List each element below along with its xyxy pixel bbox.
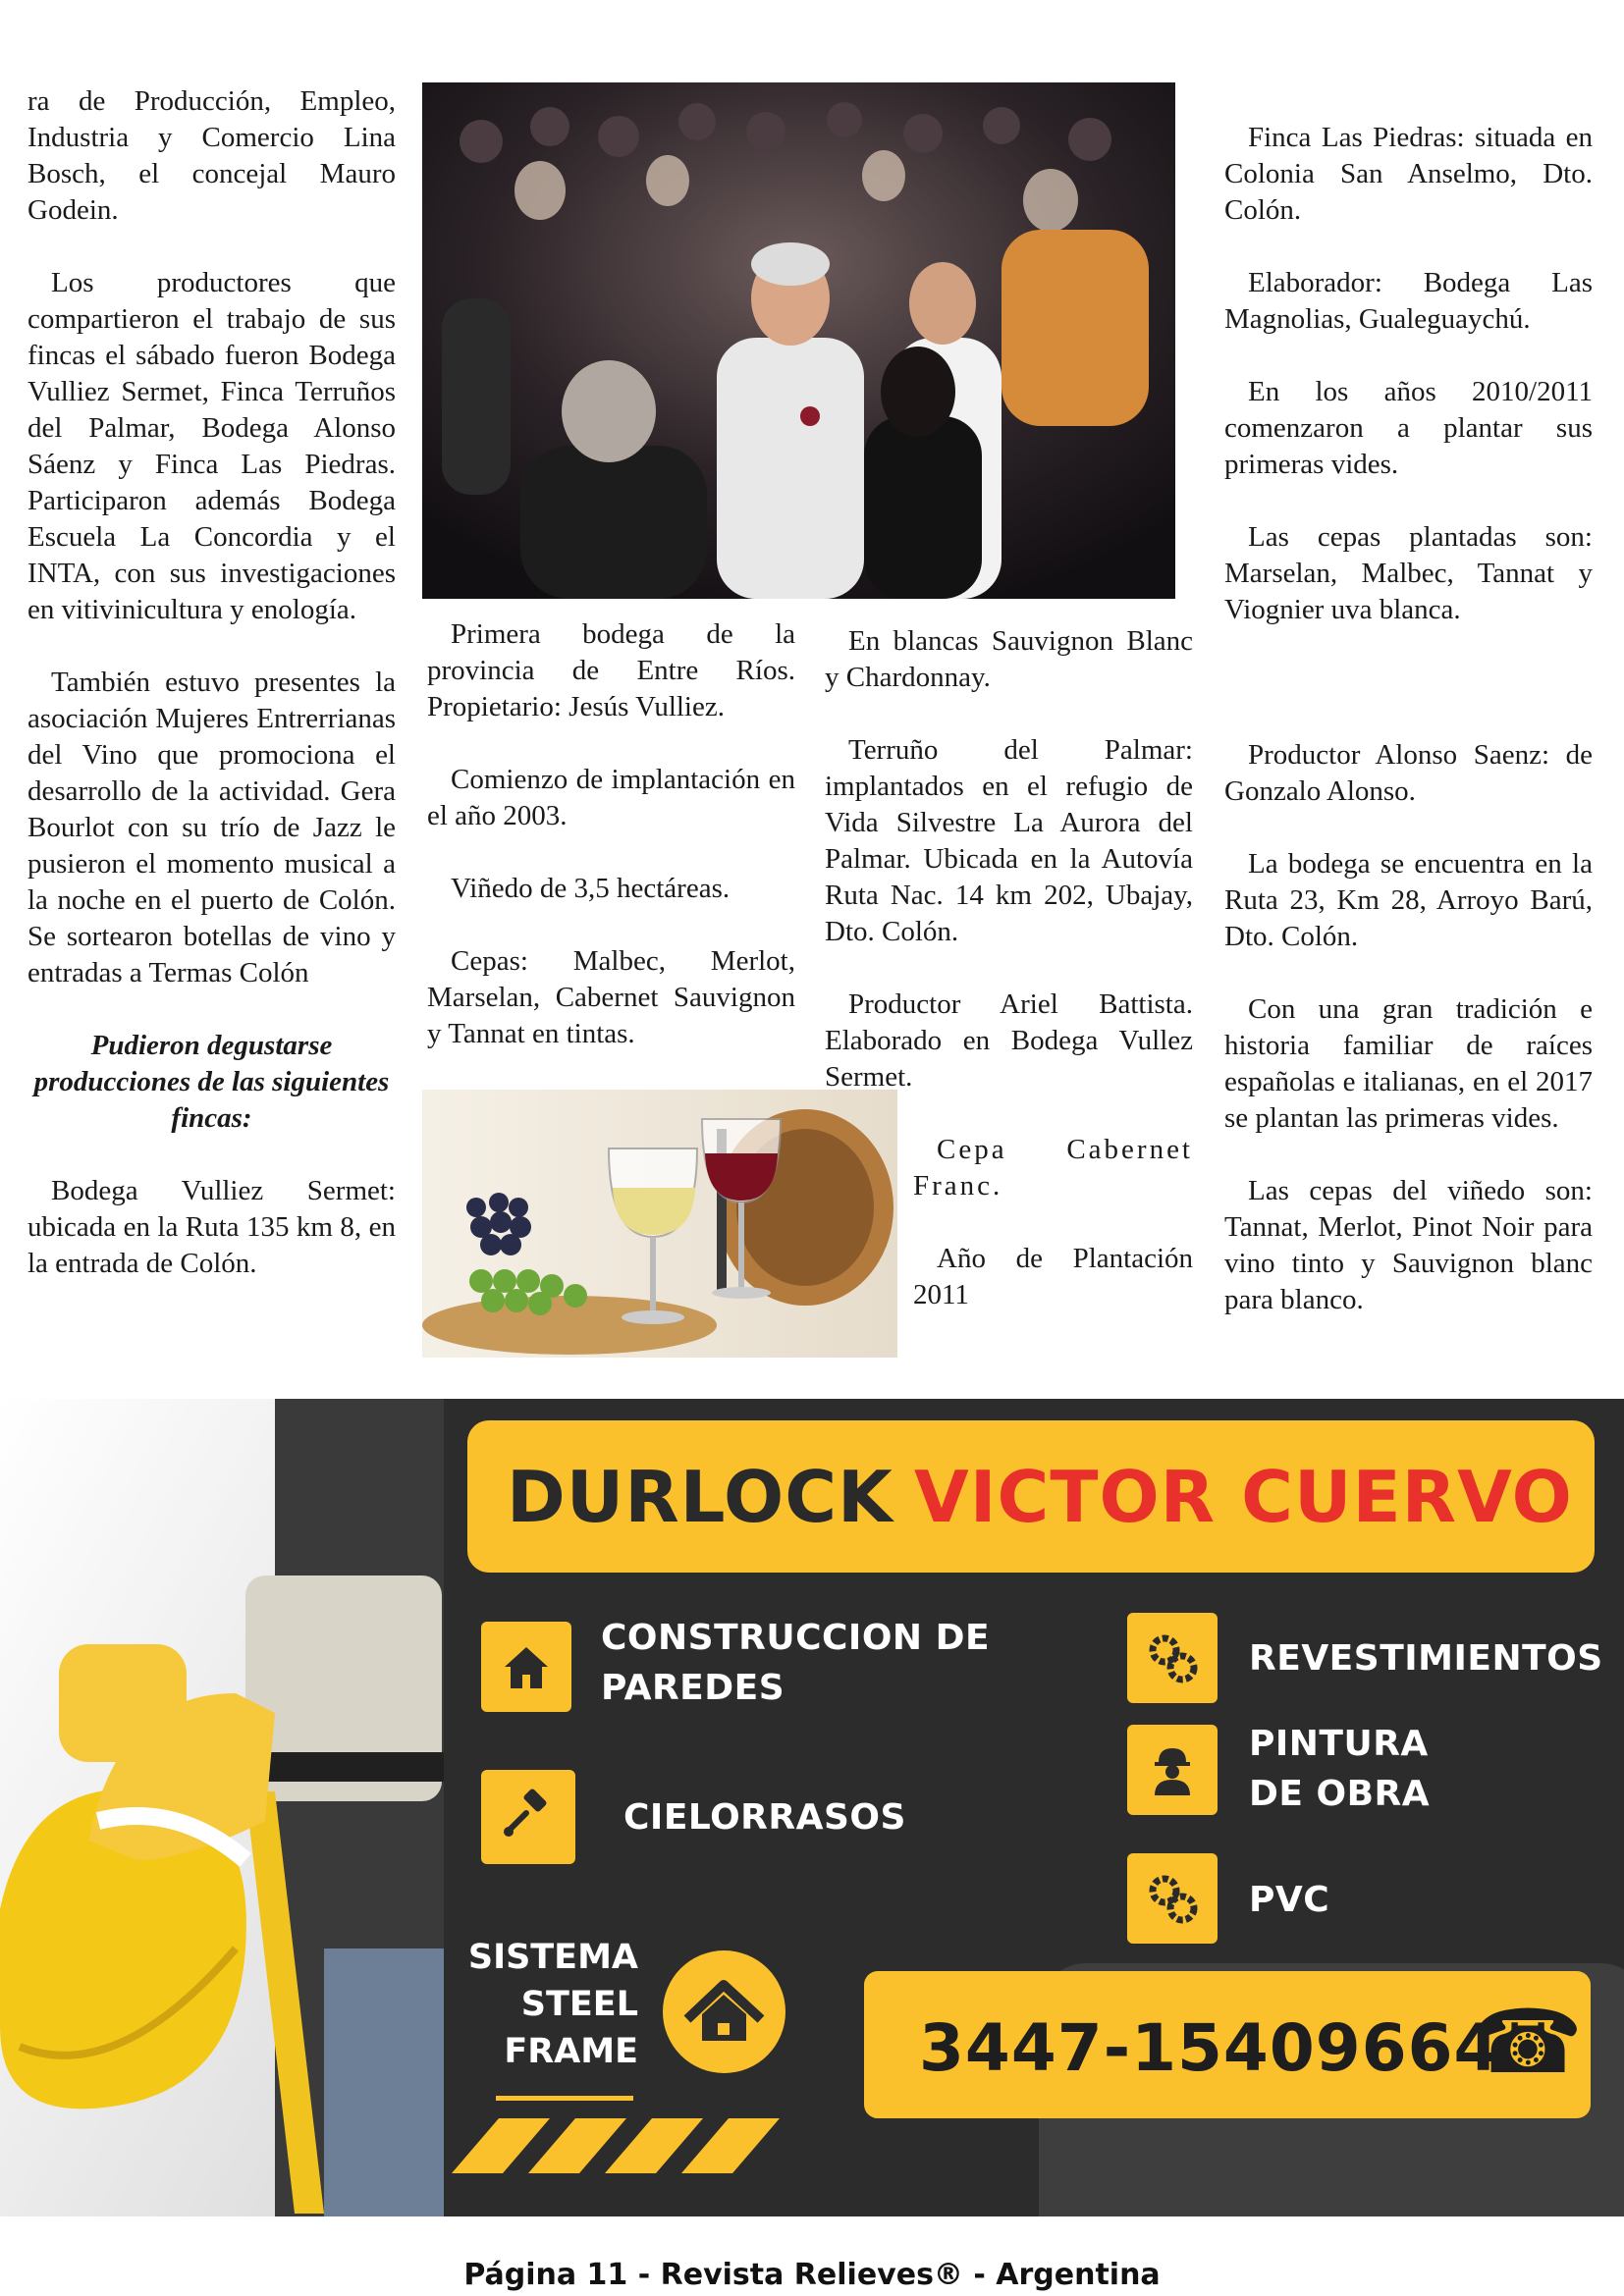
house-roof-icon — [663, 1950, 785, 2073]
gears-icon — [1127, 1613, 1218, 1703]
service-cladding: REVESTIMIENTOS — [1249, 1638, 1603, 1679]
paragraph: Elaborador: Bodega Las Magnolias, Gualeguaychú. — [1224, 267, 1593, 335]
worker-hard-hat-photo — [0, 1399, 444, 2216]
article-column-4 — [1224, 120, 1593, 1355]
steel-frame-line: FRAME — [504, 2032, 638, 2071]
durlock-advertisement — [0, 1399, 1624, 2216]
paragraph: Finca Las Piedras: situada en Colonia San Anselmo, Dto. Colón. — [1224, 122, 1593, 226]
paragraph: Con una gran tradición e historia familiar de raíces españolas e italianas, en el 2017 se plantan las primeras vides. — [1224, 993, 1593, 1134]
paragraph: Terruño del Palmar: implantados en el refugio de Vida Silvestre La Aurora del Palmar. Ubicada en la Autovía Ruta Nac. 14 km 202, Ubajay, Dto. Colón. — [825, 734, 1193, 947]
contractor-name: VICTOR CUERVO — [914, 1456, 1573, 1538]
phone-box — [864, 1971, 1591, 2118]
paint-roller-icon — [481, 1770, 575, 1864]
paragraph: En blancas Sauvignon Blanc y Chardonnay. — [825, 625, 1193, 693]
service-painting: PINTURA DE OBRA — [1249, 1724, 1431, 1814]
hazard-stripes — [452, 2112, 790, 2179]
steel-frame-line: STEEL — [520, 1985, 638, 2024]
phone-number: 3447-15409664 — [919, 2010, 1500, 2086]
paragraph: Año de Plantación 2011 — [913, 1243, 1193, 1310]
paragraph: En los años 2010/2011 comenzaron a plantar sus primeras vides. — [1224, 376, 1593, 480]
section-heading: Pudieron degustarse producciones de las siguientes fincas: — [33, 1030, 390, 1134]
worker-icon — [1127, 1725, 1218, 1815]
brand-name: DURLOCK — [507, 1456, 893, 1538]
paragraph: Comienzo de implantación en el año 2003. — [427, 764, 795, 831]
paragraph: Primera bodega de la provincia de Entre Ríos. Propietario: Jesús Vulliez. — [427, 618, 795, 722]
wine-tasting-crowd-photo — [422, 82, 1175, 599]
paragraph: Productor Alonso Saenz: de Gonzalo Alonso. — [1224, 739, 1593, 807]
steel-frame-line: SISTEMA — [467, 1938, 638, 1977]
paragraph: Productor Ariel Battista. Elaborado en Bodega Vullez Sermet. — [825, 988, 1193, 1093]
paragraph: Viñedo de 3,5 hectáreas. — [451, 873, 731, 904]
steel-frame-underline — [496, 2096, 633, 2101]
paragraph: La bodega se encuentra en la Ruta 23, Km 28, Arroyo Barú, Dto. Colón. — [1224, 848, 1593, 952]
paragraph: Las cepas del viñedo son: Tannat, Merlot, Pinot Noir para vino tinto y Sauvignon blanc para blanco. — [1224, 1175, 1593, 1315]
steel-frame-label — [452, 1934, 638, 2075]
article-column-3 — [825, 623, 1193, 1350]
gears-icon — [1127, 1853, 1218, 1944]
service-ceilings: CIELORRASOS — [623, 1797, 906, 1838]
paragraph: ra de Producción, Empleo, Industria y Comercio Lina Bosch, el concejal Mauro Godein. — [27, 85, 396, 226]
paragraph: Cepas: Malbec, Merlot, Marselan, Cabernet Sauvignon y Tannat en tintas. — [427, 945, 795, 1049]
article-column-1 — [27, 83, 396, 1318]
paragraph: Las cepas plantadas son: Marselan, Malbec, Tannat y Viognier uva blanca. — [1224, 521, 1593, 625]
service-pvc: PVC — [1249, 1880, 1330, 1920]
page-footer: Página 11 - Revista Relieves® - Argentina — [463, 2258, 1161, 2292]
paragraph: Cepa Cabernet Franc. — [913, 1134, 1193, 1201]
telephone-icon: ☎ — [1473, 1991, 1584, 2094]
house-icon — [481, 1622, 571, 1712]
ad-title-banner — [467, 1420, 1595, 1573]
paragraph: Bodega Vulliez Sermet: ubicada en la Ruta 135 km 8, en la entrada de Colón. — [27, 1175, 396, 1279]
paragraph: Los productores que compartieron el trabajo de sus fincas el sábado fueron Bodega Vulliez Sermet, Finca Terruños del Palmar, Bodega Alonso Sáenz y Finca Las Piedras. Participaron además Bodega Escuela La Concordia y el INTA, con sus investigaciones en vitivinicultura y enología. — [27, 267, 396, 625]
paragraph: También estuvo presentes la asociación Mujeres Entrerrianas del Vino que promociona el desarrollo de la actividad. Gera Bourlot con su trío de Jazz le pusieron el momento musical a la noche en el puerto de Colón. Se sortearon botellas de vino y entradas a Termas Colón — [27, 667, 396, 988]
service-wall-construction: CONSTRUCCION DE PAREDES — [601, 1618, 991, 1708]
article-column-2 — [427, 616, 795, 1089]
